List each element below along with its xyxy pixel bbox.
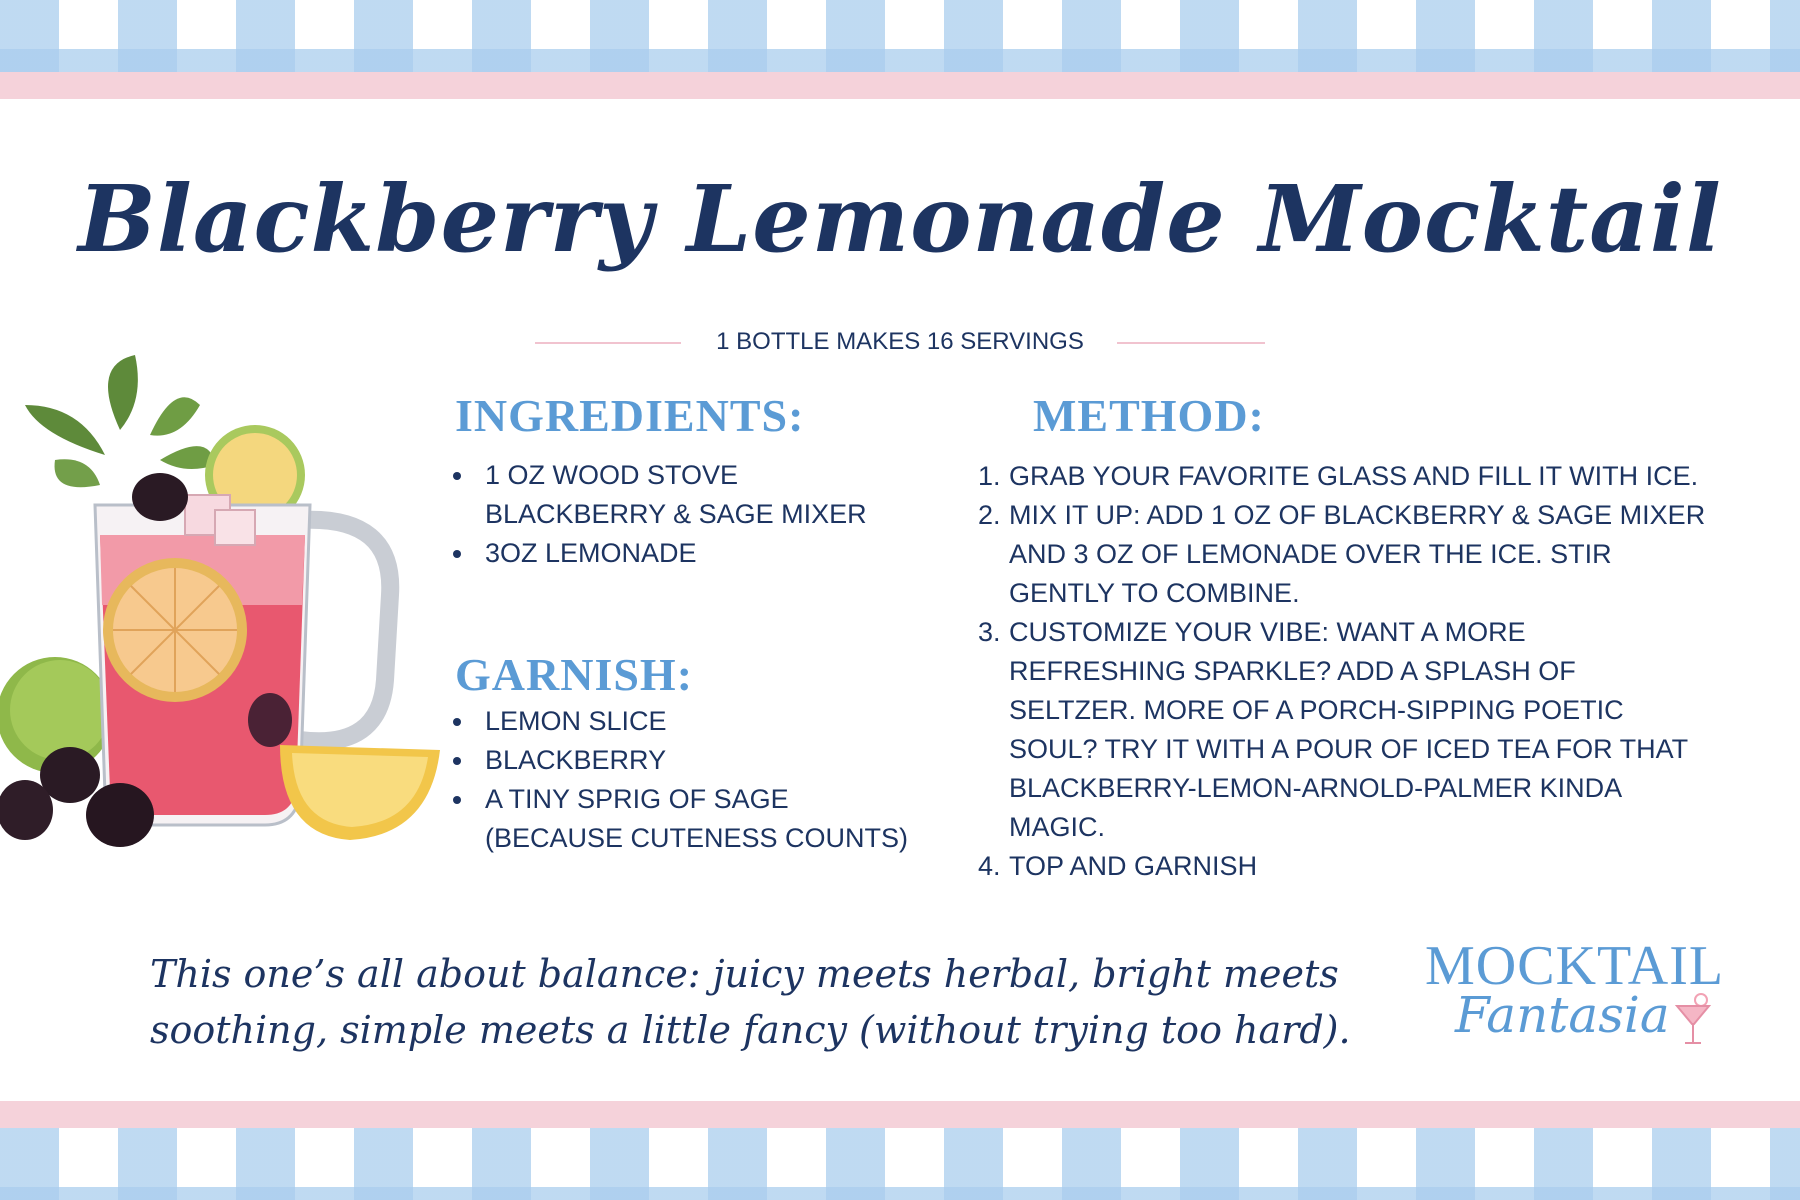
- step-line: MAGIC.: [1009, 812, 1106, 842]
- step-line: BLACKBERRY-LEMON-ARNOLD-PALMER KINDA: [1009, 773, 1623, 803]
- step-line: MIX IT UP: ADD 1 OZ OF BLACKBERRY & SAGE MIXER: [1009, 500, 1706, 530]
- garnish-line: A TINY SPRIG OF SAGE: [485, 784, 789, 814]
- ingredients-list: [445, 456, 965, 573]
- tagline: [150, 946, 1380, 1058]
- servings-text: 1 BOTTLE MAKES 16 SERVINGS: [716, 328, 1084, 355]
- recipe-title: Blackberry Lemonade Mocktail: [78, 165, 1722, 273]
- ingredient-line: 1 OZ WOOD STOVE: [485, 460, 739, 490]
- garnish-item: [445, 741, 965, 780]
- logo-wordmark: MOCKTAIL: [1425, 935, 1725, 997]
- step-number: 2.: [978, 500, 1001, 530]
- step-number: 4.: [978, 851, 1001, 881]
- pink-band-top: [0, 72, 1800, 99]
- garnish-line: LEMON SLICE: [485, 706, 667, 736]
- gingham-border-top: [0, 0, 1800, 72]
- step-line: SELTZER. MORE OF A PORCH-SIPPING POETIC: [1009, 695, 1624, 725]
- brand-logo: [1425, 935, 1725, 1058]
- step-number: 1.: [978, 461, 1001, 491]
- step-number: 3.: [978, 617, 1001, 647]
- ingredient-line: 3OZ LEMONADE: [485, 538, 697, 568]
- garnish-heading: GARNISH:: [455, 649, 694, 700]
- gingham-border-bottom: [0, 1128, 1800, 1200]
- garnish-line: BLACKBERRY: [485, 745, 667, 775]
- step-line: AND 3 OZ OF LEMONADE OVER THE ICE. STIR: [1009, 539, 1612, 569]
- ingredients-heading: INGREDIENTS:: [455, 390, 805, 441]
- step-line: GENTLY TO COMBINE.: [1009, 578, 1300, 608]
- garnish-list: [445, 702, 965, 858]
- tagline-line: soothing, simple meets a little fancy (without trying too hard).: [150, 1008, 1351, 1052]
- divider-right: [1117, 342, 1265, 344]
- mocktail-glass-illustration: [0, 345, 450, 865]
- ingredient-item: [445, 456, 965, 534]
- method-step: [978, 613, 1738, 847]
- step-line: GRAB YOUR FAVORITE GLASS AND FILL IT WITH ICE.: [1009, 461, 1699, 491]
- step-line: REFRESHING SPARKLE? ADD A SPLASH OF: [1009, 656, 1576, 686]
- pink-band-bottom: [0, 1101, 1800, 1128]
- step-line: CUSTOMIZE YOUR VIBE: WANT A MORE: [1009, 617, 1526, 647]
- method-step: [978, 457, 1738, 496]
- cocktail-glass-logo-icon: [1673, 992, 1713, 1048]
- garnish-line: (BECAUSE CUTENESS COUNTS): [485, 823, 909, 853]
- method-step: [978, 496, 1738, 613]
- step-line: TOP AND GARNISH: [1009, 851, 1258, 881]
- step-line: SOUL? TRY IT WITH A POUR OF ICED TEA FOR THAT: [1009, 734, 1689, 764]
- garnish-item: [445, 702, 965, 741]
- ingredient-item: [445, 534, 965, 573]
- ingredient-line: BLACKBERRY & SAGE MIXER: [485, 499, 867, 529]
- garnish-item: [445, 780, 965, 858]
- method-heading: METHOD:: [1033, 390, 1265, 441]
- method-step: [978, 847, 1738, 886]
- logo-script: Fantasia: [1455, 986, 1670, 1044]
- tagline-line: This one’s all about balance: juicy meets herbal, bright meets: [150, 952, 1339, 996]
- divider-left: [535, 342, 681, 344]
- method-list: [978, 457, 1738, 886]
